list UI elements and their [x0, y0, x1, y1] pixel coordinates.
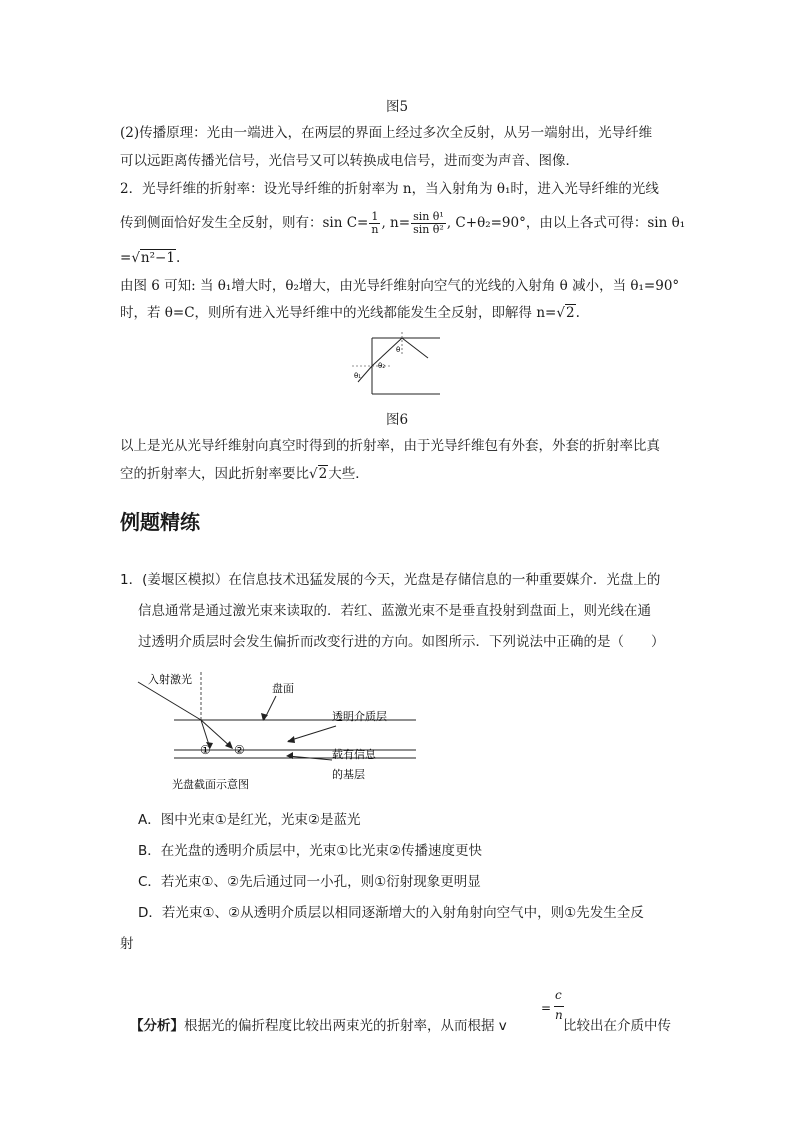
formula-text-c: , C+θ₂=90°，由以上各式可得：sin θ₁: [446, 215, 686, 231]
sqrt-2-b: 2: [318, 466, 328, 482]
propagation-principle-line-2: 可以远距离传播光信号，光信号又可以转换成电信号，进而变为声音、图像．: [120, 153, 579, 169]
label-incident-laser: 入射激光: [148, 673, 192, 686]
formula-denominator: n: [555, 1008, 563, 1022]
label-base-layer-1: 载有信息: [332, 748, 376, 761]
sqrt-2: 2: [565, 305, 575, 321]
section-heading: 例题精练: [120, 510, 200, 534]
question-1-line-2: 信息通常是通过激光束来读取的．若红、蓝激光束不是垂直投射到盘面上，则光线在通: [138, 603, 651, 619]
label-theta: θ: [396, 346, 401, 354]
figure-6-explanation-line-2: 时，若 θ=C，则所有进入光导纤维中的光线都能发生全反射，即解得 n=√2.: [120, 305, 580, 321]
disc-cross-section-figure: [136, 668, 416, 798]
period: .: [575, 305, 580, 321]
period: .: [175, 250, 181, 266]
medium-pointer: [288, 726, 336, 741]
analysis-line: [130, 1016, 507, 1036]
option-c[interactable]: C．若光束①、②先后通过同一小孔，则①衍射现象更明显: [138, 874, 481, 890]
question-1-line-1: 1．(姜堰区模拟）在信息技术迅猛发展的今天，光盘是存储信息的一种重要媒介．光盘上的: [120, 572, 661, 588]
fraction-sin-ratio: $\frac{\text{sin θ¹}}{\text{sin θ²}}$: [413, 210, 444, 236]
text-span: 时，若 θ=C，则所有进入光导纤维中的光线都能发生全反射，即解得 n=: [120, 305, 557, 321]
disc-figure-caption: 光盘截面示意图: [172, 778, 249, 791]
figure-5-caption: 图5: [385, 99, 409, 115]
equals-sign: =: [120, 250, 132, 266]
label-disc-surface: 盘面: [272, 682, 294, 695]
option-d[interactable]: D．若光束①、②从透明介质层以相同逐渐增大的入射角射向空气中，则①先发生全反: [138, 905, 644, 921]
refractive-index-line-1: 2．光导纤维的折射率：设光导纤维的折射率为 n，当入射角为 θ₁时，进入光导纤维的光线: [120, 181, 659, 197]
option-d-continuation[interactable]: 射: [120, 936, 134, 952]
label-beam-1: ①: [200, 743, 211, 757]
option-a[interactable]: A．图中光束①是红光，光束②是蓝光: [138, 812, 361, 828]
analysis-text-b: 比较出在介质中传: [563, 1018, 671, 1034]
question-1-line-3: 过透明介质层时会发生偏折而改变行进的方向。如图所示．下列说法中正确的是（ ）: [138, 634, 665, 650]
figure-6-caption: 图6: [385, 412, 409, 428]
label-theta1: θ₁: [354, 372, 362, 380]
label-base-layer-2: 的基层: [332, 768, 365, 781]
option-b[interactable]: B．在光盘的透明介质层中，光束①比光束②传播速度更快: [138, 843, 482, 859]
medium-pointer-arrowhead: [287, 736, 295, 743]
formula-numerator: c: [555, 988, 562, 1002]
figure-6-diagram: [350, 330, 450, 400]
jacket-explanation-line-2: 空的折射率大，因此折射率要比√2大些．: [120, 466, 369, 482]
incident-laser-ray: [138, 682, 201, 720]
analysis-tag: 【分析】: [130, 1018, 184, 1034]
label-theta2: θ₂: [378, 362, 386, 370]
formula-fraction-bar: [554, 1006, 564, 1007]
analysis-text-a: 根据光的偏折程度比较出两束光的折射率，从而根据 v: [184, 1018, 507, 1034]
jacket-explanation-line-1: 以上是光从光导纤维射向真空时得到的折射率，由于光导纤维包有外套，外套的折射率比真: [120, 438, 660, 454]
figure-6-explanation-line-1: 由图 6 可知: 当 θ₁增大时，θ₂增大，由光导纤维射向空气的光线的入射角 θ 减小，当 θ₁=90°: [120, 278, 680, 294]
label-beam-2: ②: [234, 743, 245, 757]
refractive-index-line-2: [120, 211, 685, 236]
formula-text-a: 传到侧面恰好发生全反射，则有：sin C=: [120, 215, 369, 231]
reflected-ray: [402, 338, 428, 358]
text-span: 大些．: [328, 466, 369, 482]
text-span: 空的折射率大，因此折射率要比: [120, 466, 309, 482]
propagation-principle-line-1: (2)传播原理：光由一端进入，在两层的界面上经过多次全反射，从另一端射出，光导纤维: [120, 125, 653, 141]
formula-equals: =: [541, 1001, 552, 1015]
sqrt-n2-minus-1: n²−1: [140, 250, 175, 266]
label-transparent-medium: 透明介质层: [332, 710, 387, 723]
refractive-index-line-3: =√n²−1.: [120, 250, 181, 266]
formula-text-b: , n=: [381, 215, 411, 231]
fraction-1-over-n: $\frac{1}{n}$: [371, 210, 379, 236]
